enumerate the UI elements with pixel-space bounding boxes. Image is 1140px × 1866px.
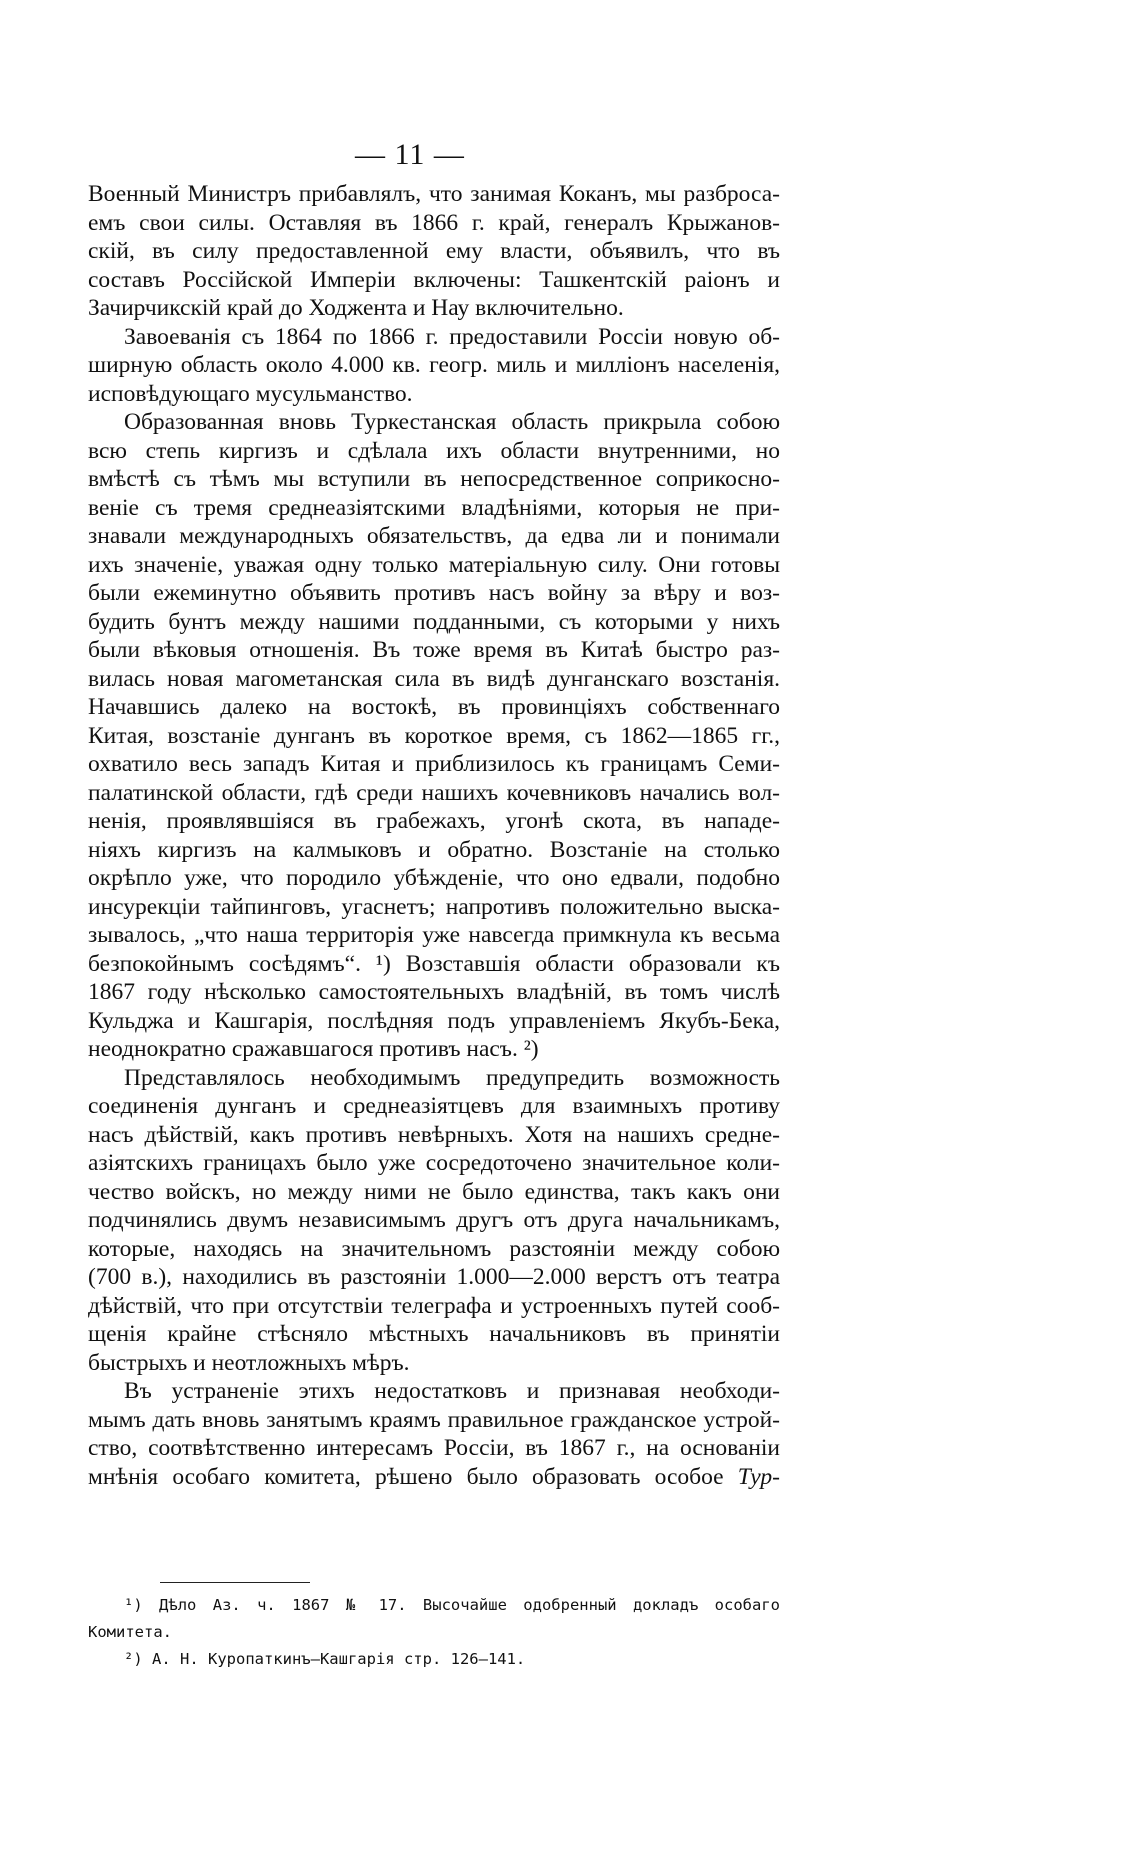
footnote-1-continuation: Комитета. xyxy=(88,1623,172,1641)
text-line: дѣйствій, что при отсутствіи телеграфа и устроенныхъ путей сооб- xyxy=(88,1292,780,1319)
text-line: составъ Россійской Имперіи включены: Ташкентскій раіонъ и xyxy=(88,266,780,293)
text-line: инсурекціи тайпинговъ, угаснетъ; напротивъ положительно выска- xyxy=(88,893,780,920)
text-line: зывалось, „что наша территорія уже навсегда примкнула къ весьма xyxy=(88,922,780,948)
text-line: были вѣковыя отношенія. Въ тоже время въ Китаѣ быстро раз- xyxy=(88,637,780,663)
text-line: быстрыхъ и неотложныхъ мѣръ. xyxy=(88,1349,410,1376)
text-line: соединенія дунганъ и среднеазіятцевъ для взаимныхъ противу xyxy=(88,1093,780,1119)
footnote-2: ²) А. Н. Куропаткинъ—Кашгарія стр. 126—141. xyxy=(124,1650,526,1668)
text-line: палатинской области, гдѣ среди нашихъ кочевниковъ начались вол- xyxy=(88,779,780,806)
footnote-divider xyxy=(160,1582,310,1583)
text-line: ихъ значеніе, уважая одну только матеріальную силу. Они готовы xyxy=(88,551,780,578)
text-line: подчинялись двумъ независимымъ другъ отъ друга начальникамъ, xyxy=(88,1207,780,1233)
text-line: исповѣдующаго мусульманство. xyxy=(88,380,413,407)
text-line: вилась новая магометанская сила въ видѣ дунганскаго возстанія. xyxy=(88,665,780,692)
text-line: Начавшись далеко на востокѣ, въ провинціяхъ собственнаго xyxy=(88,694,780,720)
italic-word: Тур- xyxy=(737,1463,781,1490)
text-line: всю степь киргизъ и сдѣлала ихъ области внутренними, но xyxy=(88,437,780,464)
text-line: охватило весь западъ Китая и приблизилось къ границамъ Семи- xyxy=(88,751,780,777)
text-line: Военный Министръ прибавлялъ, что занимая Коканъ, мы разброса- xyxy=(88,181,780,207)
text-line: Зачирчикскій край до Ходжента и Нау включительно. xyxy=(88,295,624,321)
text-line: были ежеминутно объявить противъ насъ войну за вѣру и воз- xyxy=(88,580,780,606)
text-line: будить бунтъ между нашими подданными, съ которыми у нихъ xyxy=(88,608,780,635)
text-line: веніе съ тремя среднеазіятскими владѣніями, которыя не при- xyxy=(88,494,780,521)
text-line: безпокойнымъ сосѣдямъ“. ¹) Возставшія области образовали къ xyxy=(88,950,780,977)
text-line: ширную область около 4.000 кв. геогр. миль и милліонъ населенія, xyxy=(88,352,780,378)
paragraph-start-line: Въ устраненіе этихъ недостатковъ и признавая необходи- xyxy=(124,1378,780,1404)
text-line: знавали международныхъ обязательствъ, да едва ли и понимали xyxy=(88,523,780,549)
text-line-content: мнѣнія особаго комитета, рѣшено было образовать особое xyxy=(88,1463,724,1490)
page-number: — 11 — xyxy=(355,138,465,171)
footnote-1: ¹) Дѣло Аз. ч. 1867 № 17. Высочайше одобренный докладъ особаго xyxy=(124,1596,780,1614)
body-text xyxy=(88,180,780,1491)
text-line: емъ свои силы. Оставляя въ 1866 г. край, генералъ Крыжанов- xyxy=(88,209,780,236)
text-line: окрѣпло уже, что породило убѣжденіе, что оно едвали, подобно xyxy=(88,865,780,891)
text-line: которые, находясь на значительномъ разстояніи между собою xyxy=(88,1235,780,1262)
text-line: вмѣстѣ съ тѣмъ мы вступили въ непосредственное соприкосно- xyxy=(88,466,780,492)
text-line: щенія крайне стѣсняло мѣстныхъ начальниковъ въ принятіи xyxy=(88,1321,780,1347)
text-line: Кульджа и Кашгарія, послѣдняя подъ управленіемъ Якубъ-Бека, xyxy=(88,1007,780,1034)
text-line: скій, въ силу предоставленной ему власти, объявилъ, что въ xyxy=(88,238,780,264)
footnotes xyxy=(88,1592,780,1673)
text-line-with-italic-ending xyxy=(88,1463,780,1492)
paragraph-start-line: Завоеванія съ 1864 по 1866 г. предоставили Россіи новую об- xyxy=(124,323,780,350)
paragraph-start-line: Образованная вновь Туркестанская область прикрыла собою xyxy=(124,409,780,435)
text-line: насъ дѣйствій, какъ противъ невѣрныхъ. Хотя на нашихъ средне- xyxy=(88,1121,780,1148)
text-line: неоднократно сражавшагося противъ насъ. ²) xyxy=(88,1036,539,1062)
text-line: чество войскъ, но между ними не было единства, такъ какъ они xyxy=(88,1178,780,1205)
text-line: 1867 году нѣсколько самостоятельныхъ владѣній, въ томъ числѣ xyxy=(88,979,780,1005)
text-line: азіятскихъ границахъ было уже сосредоточено значительное коли- xyxy=(88,1150,780,1176)
text-line: ство, соотвѣтственно интересамъ Россіи, въ 1867 г., на основаніи xyxy=(88,1435,780,1461)
text-line: Китая, возстаніе дунганъ въ короткое время, съ 1862—1865 гг., xyxy=(88,722,780,749)
text-line: (700 в.), находились въ разстояніи 1.000—2.000 верстъ отъ театра xyxy=(88,1264,780,1290)
text-line: ніяхъ киргизъ на калмыковъ и обратно. Возстаніе на столько xyxy=(88,836,780,863)
paragraph-start-line: Представлялось необходимымъ предупредить возможность xyxy=(124,1064,780,1091)
text-line: мымъ дать вновь занятымъ краямъ правильное гражданское устрой- xyxy=(88,1406,780,1433)
text-line: ненія, проявлявшіяся въ грабежахъ, угонѣ скота, въ нападе- xyxy=(88,808,780,834)
